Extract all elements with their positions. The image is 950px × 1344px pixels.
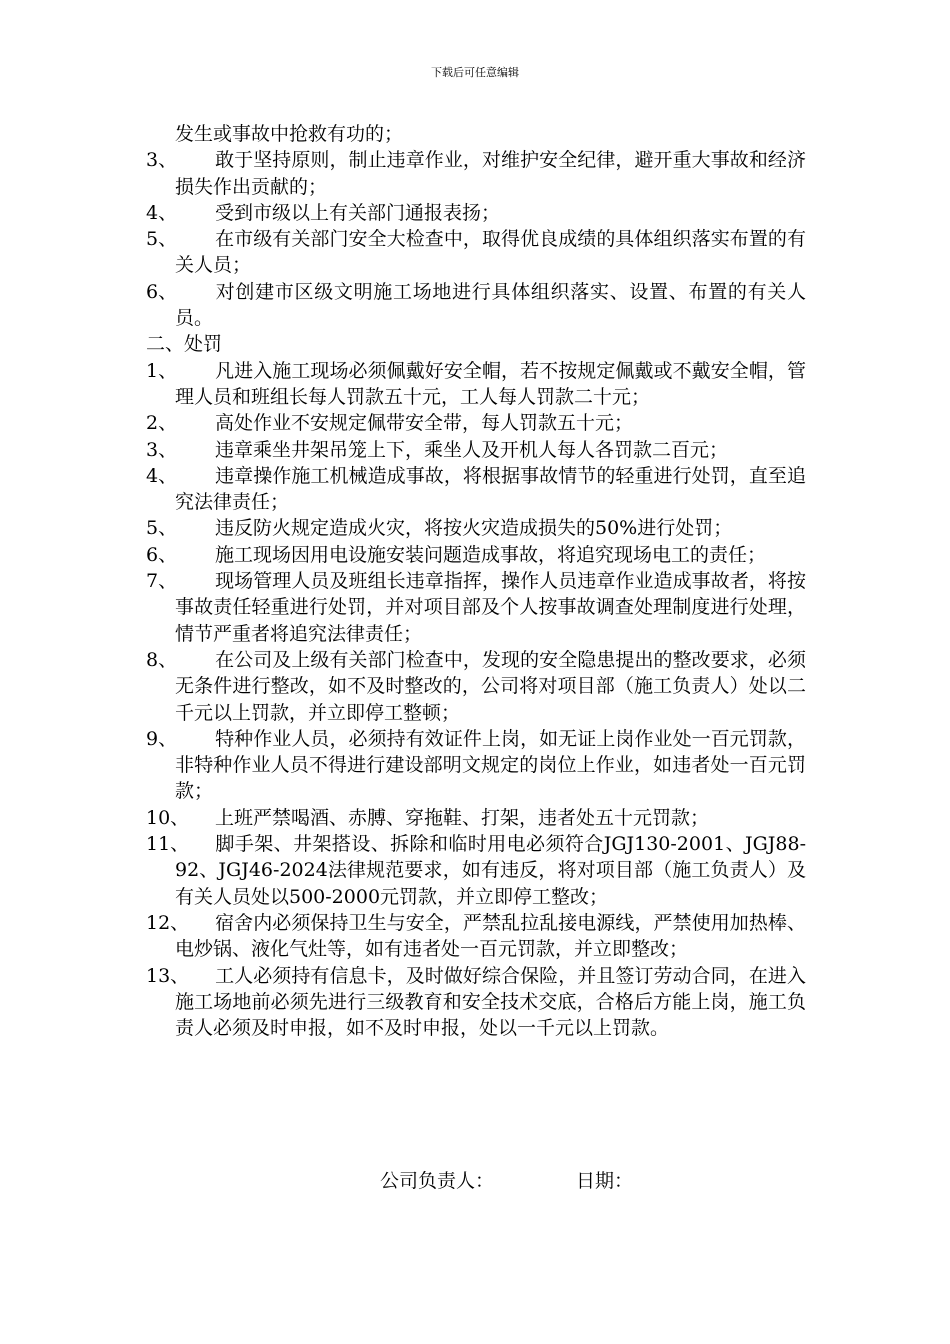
item-text: 凡进入施工现场必须佩戴好安全帽，若不按规定佩戴或不戴安全帽，管理人员和班组长每人罚款五十元，工人每人罚款二十元；	[175, 359, 806, 408]
item-text: 对创建市区级文明施工场地进行具体组织落实、设置、布置的有关人员。	[175, 280, 806, 330]
item-text: 违章操作施工机械造成事故，将根据事故情节的轻重进行处罚，直至追究法律责任；	[175, 464, 806, 514]
item-number: 8、	[146, 648, 178, 671]
penalty-item-10	[146, 805, 806, 831]
date-label: 日期：	[576, 1170, 634, 1192]
item-text: 敢于坚持原则，制止违章作业，对维护安全纪律，避开重大事故和经济损失作出贡献的；	[175, 149, 806, 198]
item-number: 4、	[146, 464, 178, 487]
item-number: 5、	[146, 517, 178, 540]
item-text: 高处作业不安规定佩带安全带，每人罚款五十元；	[215, 412, 634, 435]
item-text: 脚手架、井架搭设、拆除和临时用电必须符合JGJ130-2001、JGJ88-92、JGJ46-2024法律规范要求，如有违反，将对项目部（施工负责人）及有关人员处以500-2000元罚款，并立即停工整改；	[175, 833, 806, 908]
item-text: 违反防火规定造成火灾，将按火灾造成损失的50%进行处罚；	[215, 517, 733, 540]
item-text: 特种作业人员，必须持有效证件上岗，如无证上岗作业处一百元罚款，非特种作业人员不得进行建设部明文规定的岗位上作业，如违者处一百元罚款；	[175, 727, 806, 803]
signature-line	[380, 1168, 633, 1194]
item-number: 6、	[146, 543, 178, 566]
penalty-item-1	[146, 358, 806, 411]
penalty-item-13	[146, 963, 806, 1042]
penalty-heading: 二、处罚	[146, 333, 223, 356]
item-number: 11、	[146, 833, 190, 856]
reward-list	[146, 147, 806, 331]
item-number: 4、	[146, 201, 178, 224]
item-text: 受到市级以上有关部门通报表扬；	[215, 201, 501, 224]
penalty-item-12	[146, 910, 806, 963]
penalty-item-3	[146, 437, 806, 463]
penalty-item-11	[146, 831, 806, 910]
item-text: 在公司及上级有关部门检查中，发现的安全隐患提出的整改要求，必须无条件进行整改，如不及时整改的，公司将对项目部（施工负责人）处以二千元以上罚款，并立即停工整顿；	[175, 648, 806, 724]
item-text: 宿舍内必须保持卫生与安全，严禁乱拉乱接电源线，严禁使用加热棒、电炒锅、液化气灶等，如有违者处一百元罚款，并立即整改；	[175, 911, 806, 961]
item-text: 施工现场因用电设施安装问题造成事故，将追究现场电工的责任；	[215, 543, 767, 566]
item-number: 12、	[146, 911, 190, 934]
penalty-item-6	[146, 542, 806, 568]
item-number: 9、	[146, 727, 178, 750]
reward-item-3	[146, 226, 806, 279]
penalty-item-8	[146, 647, 806, 726]
penalty-item-5	[146, 515, 806, 541]
responsible-label: 公司负责人：	[380, 1170, 495, 1192]
item-text: 现场管理人员及班组长违章指挥，操作人员违章作业造成事故者，将按事故责任轻重进行处罚，并对项目部及个人按事故调查处理制度进行处理，情节严重者将追究法律责任；	[175, 570, 806, 645]
reward-item-1	[146, 147, 806, 200]
reward-item-4	[146, 279, 806, 332]
item-number: 7、	[146, 570, 178, 593]
item-text: 违章乘坐井架吊笼上下，乘坐人及开机人每人各罚款二百元；	[215, 438, 729, 461]
item-number: 3、	[146, 149, 178, 172]
reward-item-2	[146, 200, 806, 226]
document-body	[146, 121, 806, 1041]
item-number: 5、	[146, 228, 178, 251]
penalty-list	[146, 358, 806, 1042]
item-number: 6、	[146, 280, 178, 303]
item-text: 在市级有关部门安全大检查中，取得优良成绩的具体组织落实布置的有关人员；	[175, 228, 806, 277]
penalty-item-9	[146, 726, 806, 805]
item-number: 13、	[146, 964, 190, 987]
item-number: 1、	[146, 359, 178, 382]
item-text: 工人必须持有信息卡，及时做好综合保险，并且签订劳动合同，在进入施工场地前必须先进行三级教育和安全技术交底，合格后方能上岗，施工负责人必须及时申报，如不及时申报，处以一千元以上罚款。	[175, 964, 806, 1040]
penalty-item-7	[146, 568, 806, 647]
continuation-paragraph	[146, 121, 806, 147]
item-number: 10、	[146, 806, 190, 829]
penalty-item-4	[146, 463, 806, 516]
page-header: 下载后可任意编辑	[431, 66, 519, 79]
penalty-item-2	[146, 410, 806, 436]
item-number: 3、	[146, 438, 178, 461]
continuation-text: 发生或事故中抢救有功的；	[175, 123, 404, 145]
item-number: 2、	[146, 412, 178, 435]
item-text: 上班严禁喝酒、赤膊、穿拖鞋、打架，违者处五十元罚款；	[215, 806, 710, 829]
